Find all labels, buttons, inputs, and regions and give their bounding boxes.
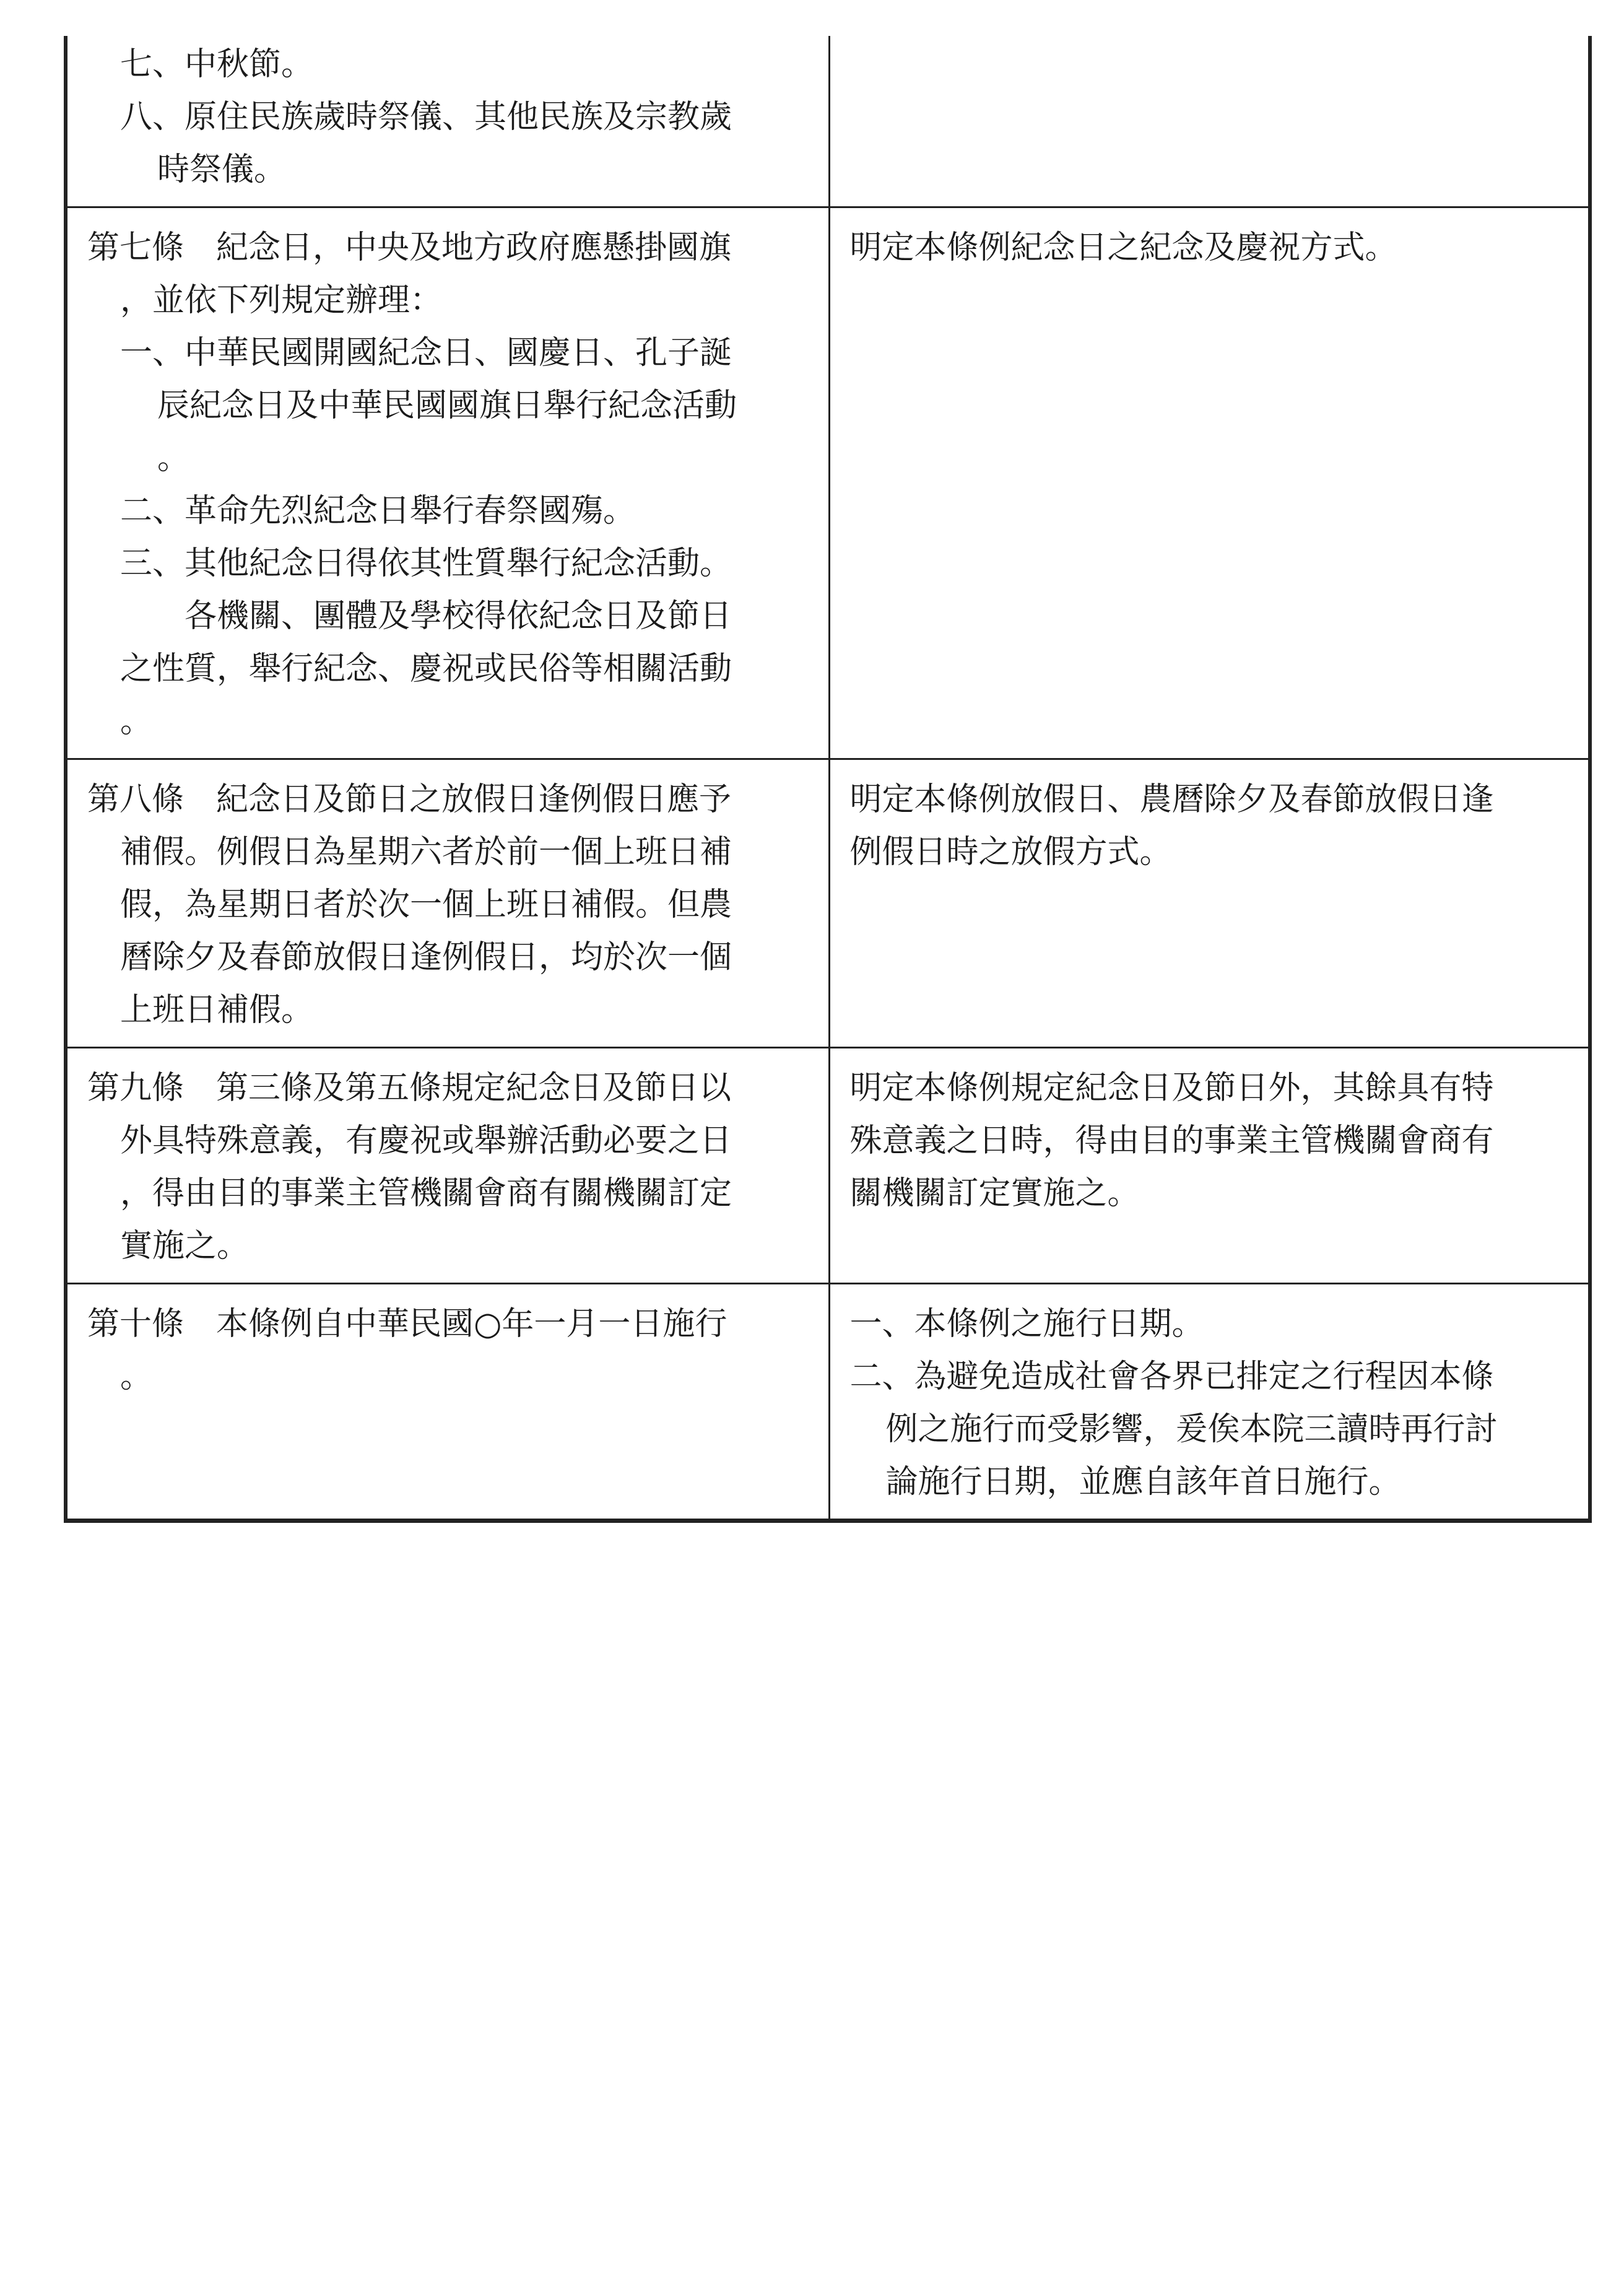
explanation-line: 例之施行而受影響，爰俟本院三讀時再行討 <box>885 1411 1498 1448</box>
comparison-table <box>64 36 1592 1523</box>
article-line: 時祭儀。 <box>157 151 287 188</box>
explanation-cell <box>829 1284 1590 1521</box>
article-line: 外具特殊意義，有慶祝或舉辦活動必要之日 <box>120 1122 732 1159</box>
explanation-line: 關機關訂定實施之。 <box>849 1175 1140 1212</box>
explanation-line: 論施行日期，並應自該年首日施行。 <box>885 1463 1401 1501</box>
article-line: 。 <box>120 1358 153 1395</box>
table-body <box>66 36 1590 1521</box>
article-text-cell <box>66 1048 829 1284</box>
explanation-line: 明定本條例紀念日之紀念及慶祝方式。 <box>849 229 1397 266</box>
explanation-line: 殊意義之日時，得由目的事業主管機關會商有 <box>849 1122 1494 1159</box>
article-text-cell <box>66 759 829 1048</box>
article-text-cell <box>66 1284 829 1521</box>
article-line: 第八條 紀念日及節日之放假日逢例假日應予 <box>87 781 732 818</box>
article-line: 一、中華民國開國紀念日、國慶日、孔子誕 <box>120 334 732 372</box>
article-line: 補假。例假日為星期六者於前一個上班日補 <box>120 834 732 871</box>
table-row <box>66 1284 1590 1521</box>
table-row <box>66 36 1590 207</box>
explanation-line: 例假日時之放假方式。 <box>849 834 1172 871</box>
article-line: 之性質，舉行紀念、慶祝或民俗等相關活動 <box>120 650 732 687</box>
article-line: 曆除夕及春節放假日逢例假日，均於次一個 <box>120 939 732 976</box>
explanation-line: 一、本條例之施行日期。 <box>849 1305 1204 1343</box>
article-line: 第七條 紀念日，中央及地方政府應懸掛國旗 <box>87 229 732 266</box>
article-line: 八、原住民族歲時祭儀、其他民族及宗教歲 <box>120 98 732 136</box>
article-line: 假，為星期日者於次一個上班日補假。但農 <box>120 886 732 923</box>
article-line: 三、其他紀念日得依其性質舉行紀念活動。 <box>120 545 732 582</box>
explanation-line: 明定本條例規定紀念日及節日外，其餘具有特 <box>849 1070 1494 1107</box>
article-line: ，得由目的事業主管機關會商有關機關訂定 <box>120 1175 732 1212</box>
explanation-cell <box>829 207 1590 759</box>
article-line: 。 <box>157 440 190 477</box>
article-line: ，並依下列規定辦理： <box>120 282 443 319</box>
article-text-cell <box>66 36 829 207</box>
explanation-line: 二、為避免造成社會各界已排定之行程因本條 <box>849 1358 1494 1395</box>
article-line: 各機關、團體及學校得依紀念日及節日 <box>120 598 732 635</box>
article-line: 二、革命先烈紀念日舉行春祭國殤。 <box>120 492 636 530</box>
article-line: 實施之。 <box>120 1227 250 1265</box>
article-line: 第九條 第三條及第五條規定紀念日及節日以 <box>87 1070 732 1107</box>
table-row <box>66 759 1590 1048</box>
explanation-line: 明定本條例放假日、農曆除夕及春節放假日逢 <box>849 781 1494 818</box>
article-line: 第十條 本條例自中華民國○年一月一日施行 <box>87 1305 727 1343</box>
article-line: 七、中秋節。 <box>120 46 314 83</box>
table-row <box>66 207 1590 759</box>
explanation-cell <box>829 759 1590 1048</box>
table-row <box>66 1048 1590 1284</box>
explanation-cell <box>829 1048 1590 1284</box>
article-text-cell <box>66 207 829 759</box>
article-line: 。 <box>120 703 153 740</box>
article-line: 辰紀念日及中華民國國旗日舉行紀念活動 <box>157 387 737 424</box>
article-line: 上班日補假。 <box>120 992 314 1029</box>
explanation-cell <box>829 36 1590 207</box>
